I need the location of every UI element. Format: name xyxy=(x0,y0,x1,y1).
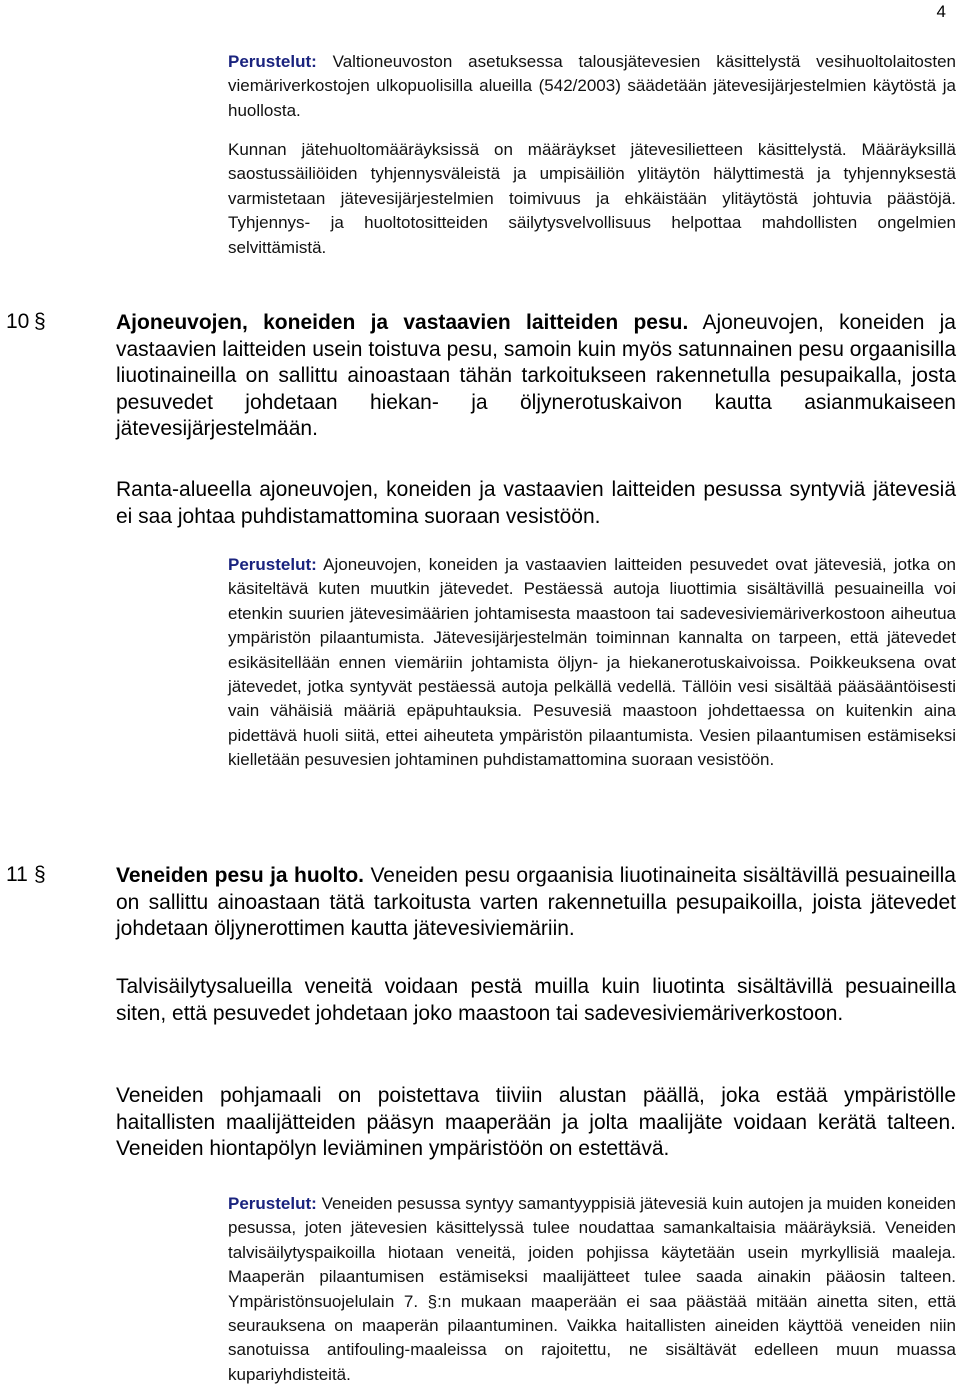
section-11-heading: Veneiden pesu ja huolto. xyxy=(116,864,364,887)
section-10-paragraph-1 xyxy=(116,310,956,443)
rationale-text: Valtioneuvoston asetuksessa talousjätevesien käsittelystä vesihuoltolaitosten viemäriverkostojen ulkopuolisilla alueilla (542/2003) säädetään jätevesijärjestelmien käytöstä ja huollosta. xyxy=(228,52,956,120)
section-11-text: Veneiden pesu orgaanisia liuotinaineita sisältävillä pesuaineilla on sallittu ainoastaan tätä tarkoitusta varten rakennetuilla pesupaikoilla, joista jätevedet johdetaan öljynerottimen kautta jätevesiviemäriin. xyxy=(116,864,956,941)
section-11-paragraph-3: Veneiden pohjamaali on poistettava tiiviin alustan päällä, joka estää ympäristölle haitallisten maalijätteiden pääsyn maaperään ja jolta maalijäte voidaan kerätä talteen. Veneiden hiontapölyn leviäminen ympäristöön on estettävä. xyxy=(116,1084,956,1161)
section-11-rationale xyxy=(228,1192,956,1387)
section-10-rationale xyxy=(228,553,956,773)
section-10-paragraph-2: Ranta-alueella ajoneuvojen, koneiden ja vastaavien laitteiden pesussa syntyviä jätevesiä ei saa johtaa puhdistamattomina suoraan vesistöön. xyxy=(116,478,956,528)
section-11-number: 11 xyxy=(6,863,28,886)
section-10-heading: Ajoneuvojen, koneiden ja vastaavien laitteiden pesu. xyxy=(116,311,689,334)
rationale-text: Ajoneuvojen, koneiden ja vastaavien laitteiden pesuvedet ovat jätevesiä, jotka on käsiteltävä kuten muutkin jätevedet. Pestäessä autoja liuottimia sisältävillä pesuaineilla voi etenkin suurien jätevesimäärien johtamisesta maastoon tai sadevesiviemäriverkostoon aiheutua ympäristön pilaantumista. Jätevesijärjestelmän toiminnan kannalta on tarpeen, että jätevedet esikäsitellään ennen viemäriin johtamista öljyn- ja hiekanerotuskaivoissa. Poikkeuksena ovat jätevedet, jotka syntyvät pestäessä autoja pelkällä vedellä. Tällöin vesi sisältää pääsääntöisesti vain vähäisiä määriä epäpuhtauksia. Pesuvesiä maastoon johdettaessa on kuitenkin aina pidettävä huoli siitä, ettei aiheuteta ympäristön pilaantumista. Vesien pilaantumisen estämiseksi kielletään pesuvesien johtaminen puhdistamattomina suoraan vesistöön. xyxy=(228,555,956,770)
section-mark-icon: § xyxy=(34,310,46,333)
section-10-number: 10 xyxy=(6,310,30,333)
section-11-paragraph-1 xyxy=(116,863,956,943)
rationale-lead: Perustelut: xyxy=(228,1194,317,1213)
rationale-lead: Perustelut: xyxy=(228,555,317,574)
rationale-text: Kunnan jätehuoltomääräyksissä on määräykset jätevesilietteen käsittelystä. Määräyksillä saostussäiliöiden tyhjennysväleistä ja umpisäiliön ylitäytön hälyttimestä ja tyhjennyksestä varmistetaan jätevesijärjestelmien toimivuus ja ehkäistään ylitäytöstä johtuvia päästöjä. Tyhjennys- ja huoltotositteiden säilytysvelvollisuus helpottaa mahdollisten ongelmien selvittämistä. xyxy=(228,140,956,257)
intro-rationale-2 xyxy=(228,138,956,260)
section-mark-icon: § xyxy=(34,863,46,886)
rationale-lead: Perustelut: xyxy=(228,52,317,71)
section-11-paragraph-2: Talvisäilytysalueilla veneitä voidaan pestä muilla kuin liuotinta sisältävillä pesuaineilla siten, että pesuvedet johdetaan joko maastoon tai sadevesiviemäriverkostoon. xyxy=(116,975,956,1025)
page-number: 4 xyxy=(936,2,946,21)
intro-rationale-1 xyxy=(228,50,956,123)
rationale-text: Veneiden pesussa syntyy samantyyppisiä jätevesiä kuin autojen ja muiden koneiden pesussa, joten jätevesien käsittelyssä tulee noudattaa samankaltaisia määräyksiä. Veneiden talvisäilytyspaikoilla hiotaan veneitä, joiden pohjissa käytetään usein myrkyllisiä maaleja. Maaperän pilaantumisen estämiseksi maalijätteet tulee saada ainakin pääosin talteen. Ympäristönsuojelulain 7. §:n mukaan maaperään ei saa päästää mitään ainetta siten, että seurauksena on maaperän pilaantuminen. Vaikka haitallisten aineiden käyttöä veneiden niin sanotuissa antifouling-maaleissa on rajoitettu, ne sisältävät edelleen muun muassa kupariyhdisteitä. xyxy=(228,1194,956,1384)
section-10-text: Ajoneuvojen, koneiden ja vastaavien laitteiden usein toistuva pesu, samoin kuin myös satunnainen pesu orgaanisilla liuotinaineilla on sallittu ainoastaan tähän tarkoitukseen rakennetulla pesupaikalla, josta pesuvedet johdetaan hiekan- ja öljynerotuskaivon kautta asianmukaiseen jätevesijärjestelmään. xyxy=(116,311,956,441)
